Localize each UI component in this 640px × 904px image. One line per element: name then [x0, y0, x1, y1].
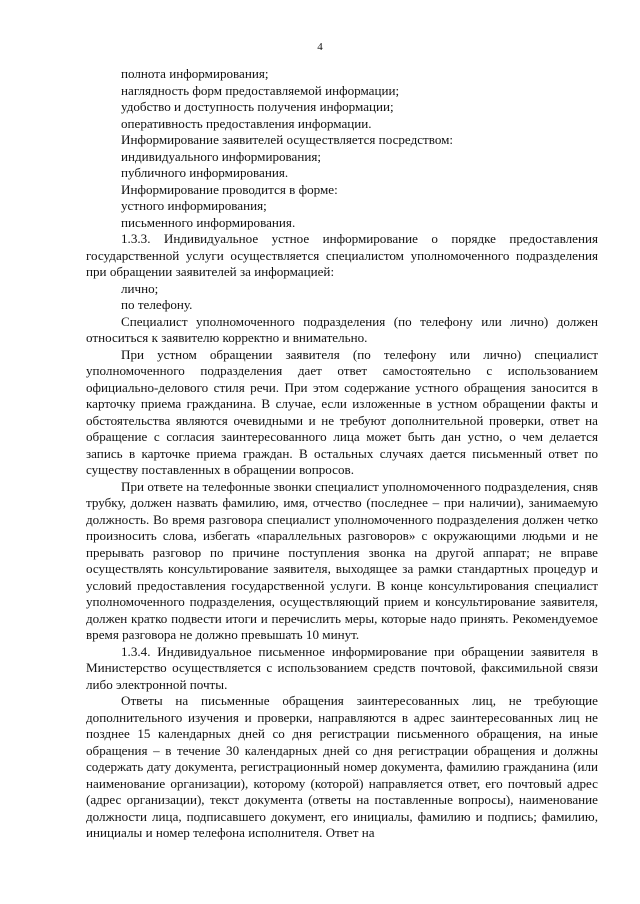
- paragraph-informing-form: Информирование проводится в форме:: [121, 181, 338, 197]
- paragraph-informing-means: Информирование заявителей осуществляется посредством:: [121, 132, 454, 147]
- list-item-written: письменного информирования.: [121, 214, 296, 230]
- list-item-completeness: полнота информирования;: [121, 66, 269, 81]
- paragraph-oral-request: При устном обращении заявителя (по телефону или лично) специалист уполномоченного подразделения дает ответ самостоятельно с использованием официально-делового стиля речи. При этом содержание устного обращения заносится в карточку приема гражданина. В случае, если изложенные в устном обращении факты и обстоятельства являются очевидными и не требуют дополнительной проверки, ответ на обращение с согласия заинтересованного лица может быть дан устно, о чем делается запись в карточке приема граждан. В остальных случаях дается письменный ответ по существу поставленных в обращении вопросов.: [86, 346, 598, 477]
- paragraph-1-3-3: 1.3.3. Индивидуальное устное информирование о порядке предоставления государственной услуги осуществляется специалистом уполномоченного подразделения при обращении заявителей за информацией:: [86, 231, 598, 279]
- list-item-oral: устного информирования;: [121, 198, 267, 213]
- paragraph-phone-calls: При ответе на телефонные звонки специалист уполномоченного подразделения, сняв трубку, должен назвать фамилию, имя, отчество (последнее – при наличии), занимаемую должность. Во время разговора специалист уполномоченного подразделения должен четко произносить слова, избегать «параллельных разговоров» с окружающими людьми и не прерывать разговор по причине поступления звонка на другой аппарат; не вправе осуществлять консультирование заявителя, выходящее за рамки стандартных процедур и условий предоставления государственной услуги. В конце консультирования специалист уполномоченного подразделения, осуществляющий прием и консультирование заявителя, должен кратко подвести итоги и перечислить меры, которые надо принять. Рекомендуемое время разговора не должно превышать 10 минут.: [86, 478, 598, 642]
- list-item-in-person: лично;: [121, 280, 159, 296]
- document-body: [86, 66, 598, 842]
- list-item-clarity: наглядность форм предоставляемой информации;: [121, 82, 400, 98]
- paragraph-specialist-conduct: Специалист уполномоченного подразделения (по телефону или лично) должен относиться к заявителю корректно и внимательно.: [86, 313, 598, 345]
- list-item-accessibility: удобство и доступность получения информации;: [121, 99, 394, 114]
- paragraph-1-3-4: 1.3.4. Индивидуальное письменное информирование при обращении заявителя в Министерство осуществляется с использованием средств почтовой, факсимильной связи либо электронной почты.: [86, 643, 598, 692]
- page-number: 4: [317, 41, 323, 53]
- list-item-promptness: оперативность предоставления информации.: [121, 115, 372, 131]
- list-item-individual: индивидуального информирования;: [121, 148, 322, 164]
- list-item-public: публичного информирования.: [121, 165, 289, 180]
- paragraph-written-replies: Ответы на письменные обращения заинтересованных лиц, не требующие дополнительного изучения и проверки, направляются в адрес заинтересованных лиц не позднее 15 календарных дней со дня регистрации письменного обращения, на иные обращения – в течение 30 календарных дней со дня регистрации обращения и должны содержать дату документа, регистрационный номер документа, фамилию гражданина (или наименование организации), которому (которой) направляется ответ, его почтовый адрес (адрес организации), текст документа (ответы на поставленные вопросы), наименование должности лица, подписавшего документ, его инициалы, фамилию и подпись; фамилию, инициалы и номер телефона исполнителя. Ответ на: [86, 693, 598, 840]
- list-item-by-phone: по телефону.: [121, 297, 193, 312]
